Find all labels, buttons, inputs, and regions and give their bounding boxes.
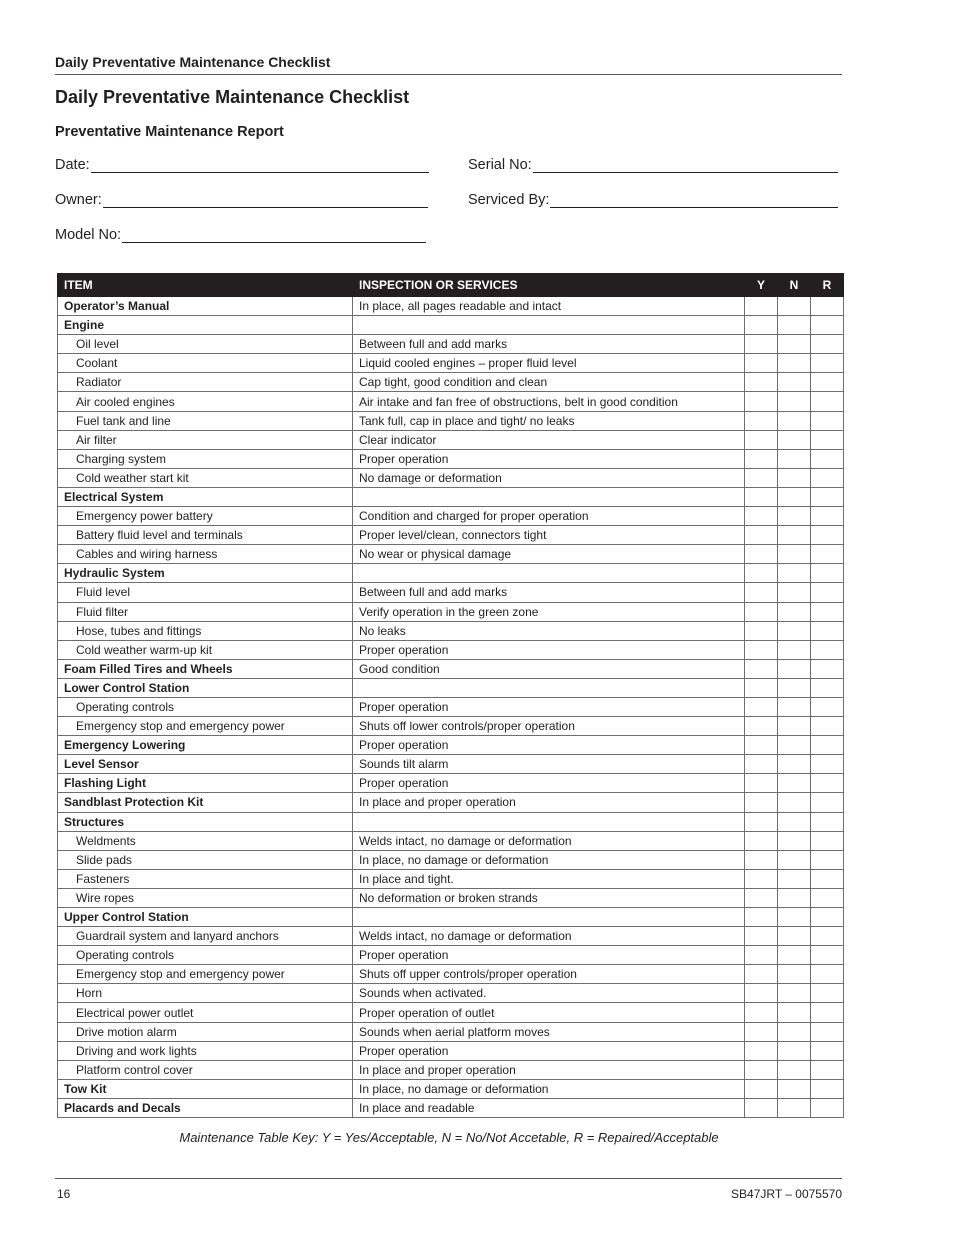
y-check-cell[interactable] xyxy=(745,507,778,526)
y-check-cell[interactable] xyxy=(745,602,778,621)
item-cell: Structures xyxy=(58,812,353,831)
y-check-cell[interactable] xyxy=(745,373,778,392)
table-row xyxy=(58,583,844,602)
item-cell: Fuel tank and line xyxy=(58,411,353,430)
inspection-cell: Sounds when activated. xyxy=(353,984,745,1003)
item-cell: Operating controls xyxy=(58,946,353,965)
item-cell: Flashing Light xyxy=(58,774,353,793)
table-row xyxy=(58,793,844,812)
inspection-cell: Between full and add marks xyxy=(353,583,745,602)
table-row xyxy=(58,659,844,678)
serviced-by-line[interactable] xyxy=(550,193,838,208)
n-check-cell[interactable] xyxy=(778,793,811,812)
table-row xyxy=(58,1003,844,1022)
table-row xyxy=(58,717,844,736)
r-check-cell[interactable] xyxy=(811,583,844,602)
date-line[interactable] xyxy=(91,158,429,173)
inspection-cell: Liquid cooled engines – proper fluid level xyxy=(353,354,745,373)
r-check-cell[interactable] xyxy=(811,1098,844,1117)
table-row xyxy=(58,526,844,545)
y-check-cell[interactable] xyxy=(745,526,778,545)
r-check-cell[interactable] xyxy=(811,487,844,506)
table-row xyxy=(58,411,844,430)
r-check-cell[interactable] xyxy=(811,984,844,1003)
item-cell: Platform control cover xyxy=(58,1060,353,1079)
inspection-cell: Shuts off upper controls/proper operation xyxy=(353,965,745,984)
table-row xyxy=(58,297,844,316)
footer-divider xyxy=(55,1178,842,1179)
y-check-cell[interactable] xyxy=(745,1098,778,1117)
y-check-cell[interactable] xyxy=(745,1041,778,1060)
n-check-cell[interactable] xyxy=(778,869,811,888)
n-check-cell[interactable] xyxy=(778,392,811,411)
item-cell: Engine xyxy=(58,316,353,335)
item-cell: Electrical power outlet xyxy=(58,1003,353,1022)
r-check-cell[interactable] xyxy=(811,697,844,716)
y-check-cell[interactable] xyxy=(745,621,778,640)
y-check-cell[interactable] xyxy=(745,354,778,373)
table-row xyxy=(58,1060,844,1079)
r-check-cell[interactable] xyxy=(811,831,844,850)
inspection-cell: Condition and charged for proper operation xyxy=(353,507,745,526)
table-row xyxy=(58,927,844,946)
date-field[interactable] xyxy=(55,157,429,173)
item-cell: Air cooled engines xyxy=(58,392,353,411)
n-check-cell[interactable] xyxy=(778,659,811,678)
n-check-cell[interactable] xyxy=(778,373,811,392)
n-check-cell[interactable] xyxy=(778,621,811,640)
r-check-cell[interactable] xyxy=(811,1022,844,1041)
item-cell: Air filter xyxy=(58,430,353,449)
r-check-cell[interactable] xyxy=(811,392,844,411)
r-check-cell[interactable] xyxy=(811,1041,844,1060)
r-check-cell[interactable] xyxy=(811,1079,844,1098)
r-check-cell[interactable] xyxy=(811,507,844,526)
y-check-cell[interactable] xyxy=(745,697,778,716)
inspection-cell: In place, no damage or deformation xyxy=(353,850,745,869)
y-check-cell[interactable] xyxy=(745,411,778,430)
header-divider xyxy=(55,74,842,75)
y-check-cell[interactable] xyxy=(745,984,778,1003)
y-check-cell[interactable] xyxy=(745,946,778,965)
r-check-cell[interactable] xyxy=(811,602,844,621)
n-check-cell[interactable] xyxy=(778,1003,811,1022)
r-check-cell[interactable] xyxy=(811,774,844,793)
table-row xyxy=(58,316,844,335)
table-body xyxy=(58,297,844,1118)
y-check-cell[interactable] xyxy=(745,1022,778,1041)
n-check-cell[interactable] xyxy=(778,640,811,659)
y-check-cell[interactable] xyxy=(745,1079,778,1098)
item-cell: Foam Filled Tires and Wheels xyxy=(58,659,353,678)
r-check-cell[interactable] xyxy=(811,812,844,831)
n-check-cell[interactable] xyxy=(778,526,811,545)
header-n: N xyxy=(778,274,811,297)
n-check-cell[interactable] xyxy=(778,583,811,602)
inspection-cell: Air intake and fan free of obstructions, belt in good condition xyxy=(353,392,745,411)
table-row xyxy=(58,831,844,850)
table-row xyxy=(58,430,844,449)
r-check-cell[interactable] xyxy=(811,736,844,755)
item-cell: Emergency stop and emergency power xyxy=(58,965,353,984)
inspection-cell: In place and proper operation xyxy=(353,1060,745,1079)
item-cell: Fluid level xyxy=(58,583,353,602)
table-row xyxy=(58,1022,844,1041)
y-check-cell[interactable] xyxy=(745,831,778,850)
inspection-cell: In place and readable xyxy=(353,1098,745,1117)
table-row xyxy=(58,946,844,965)
n-check-cell[interactable] xyxy=(778,354,811,373)
r-check-cell[interactable] xyxy=(811,621,844,640)
r-check-cell[interactable] xyxy=(811,1060,844,1079)
y-check-cell[interactable] xyxy=(745,1060,778,1079)
inspection-cell: No wear or physical damage xyxy=(353,545,745,564)
n-check-cell[interactable] xyxy=(778,831,811,850)
inspection-cell: Proper level/clean, connectors tight xyxy=(353,526,745,545)
table-row xyxy=(58,812,844,831)
y-check-cell[interactable] xyxy=(745,449,778,468)
report-title: Preventative Maintenance Report xyxy=(55,124,284,140)
n-check-cell[interactable] xyxy=(778,755,811,774)
maintenance-checklist-table xyxy=(57,273,844,1118)
y-check-cell[interactable] xyxy=(745,850,778,869)
item-cell: Hydraulic System xyxy=(58,564,353,583)
table-row xyxy=(58,468,844,487)
y-check-cell[interactable] xyxy=(745,927,778,946)
table-row xyxy=(58,908,844,927)
n-check-cell[interactable] xyxy=(778,1060,811,1079)
inspection-cell xyxy=(353,564,745,583)
inspection-cell: Shuts off lower controls/proper operation xyxy=(353,717,745,736)
table-row xyxy=(58,736,844,755)
inspection-cell: Proper operation xyxy=(353,449,745,468)
n-check-cell[interactable] xyxy=(778,411,811,430)
r-check-cell[interactable] xyxy=(811,946,844,965)
n-check-cell[interactable] xyxy=(778,908,811,927)
table-row xyxy=(58,602,844,621)
date-label: Date: xyxy=(55,157,90,173)
item-cell: Weldments xyxy=(58,831,353,850)
r-check-cell[interactable] xyxy=(811,640,844,659)
y-check-cell[interactable] xyxy=(745,1003,778,1022)
table-row xyxy=(58,678,844,697)
table-row xyxy=(58,850,844,869)
r-check-cell[interactable] xyxy=(811,297,844,316)
item-cell: Cables and wiring harness xyxy=(58,545,353,564)
inspection-cell: Proper operation xyxy=(353,736,745,755)
item-cell: Operator’s Manual xyxy=(58,297,353,316)
n-check-cell[interactable] xyxy=(778,564,811,583)
inspection-cell: Good condition xyxy=(353,659,745,678)
item-cell: Fasteners xyxy=(58,869,353,888)
y-check-cell[interactable] xyxy=(745,908,778,927)
table-row xyxy=(58,545,844,564)
r-check-cell[interactable] xyxy=(811,335,844,354)
r-check-cell[interactable] xyxy=(811,411,844,430)
r-check-cell[interactable] xyxy=(811,755,844,774)
n-check-cell[interactable] xyxy=(778,927,811,946)
n-check-cell[interactable] xyxy=(778,335,811,354)
y-check-cell[interactable] xyxy=(745,487,778,506)
document-code: SB47JRT – 0075570 xyxy=(731,1187,842,1201)
table-row xyxy=(58,449,844,468)
table-row xyxy=(58,774,844,793)
r-check-cell[interactable] xyxy=(811,468,844,487)
r-check-cell[interactable] xyxy=(811,965,844,984)
table-row xyxy=(58,984,844,1003)
item-cell: Level Sensor xyxy=(58,755,353,774)
header-item: ITEM xyxy=(58,274,353,297)
n-check-cell[interactable] xyxy=(778,736,811,755)
item-cell: Electrical System xyxy=(58,487,353,506)
inspection-cell: Sounds when aerial platform moves xyxy=(353,1022,745,1041)
r-check-cell[interactable] xyxy=(811,793,844,812)
y-check-cell[interactable] xyxy=(745,755,778,774)
table-row xyxy=(58,965,844,984)
owner-label: Owner: xyxy=(55,192,102,208)
r-check-cell[interactable] xyxy=(811,908,844,927)
item-cell: Cold weather warm-up kit xyxy=(58,640,353,659)
model-line[interactable] xyxy=(122,228,426,243)
item-cell: Drive motion alarm xyxy=(58,1022,353,1041)
serial-line[interactable] xyxy=(533,158,838,173)
y-check-cell[interactable] xyxy=(745,717,778,736)
y-check-cell[interactable] xyxy=(745,316,778,335)
n-check-cell[interactable] xyxy=(778,812,811,831)
item-cell: Emergency power battery xyxy=(58,507,353,526)
y-check-cell[interactable] xyxy=(745,392,778,411)
inspection-cell: In place, all pages readable and intact xyxy=(353,297,745,316)
r-check-cell[interactable] xyxy=(811,526,844,545)
r-check-cell[interactable] xyxy=(811,927,844,946)
inspection-cell: Cap tight, good condition and clean xyxy=(353,373,745,392)
item-cell: Charging system xyxy=(58,449,353,468)
n-check-cell[interactable] xyxy=(778,297,811,316)
y-check-cell[interactable] xyxy=(745,583,778,602)
n-check-cell[interactable] xyxy=(778,774,811,793)
item-cell: Emergency Lowering xyxy=(58,736,353,755)
inspection-cell: Proper operation xyxy=(353,946,745,965)
inspection-cell: In place and proper operation xyxy=(353,793,745,812)
y-check-cell[interactable] xyxy=(745,678,778,697)
owner-line[interactable] xyxy=(103,193,428,208)
header-y: Y xyxy=(745,274,778,297)
y-check-cell[interactable] xyxy=(745,812,778,831)
n-check-cell[interactable] xyxy=(778,1022,811,1041)
inspection-cell xyxy=(353,812,745,831)
n-check-cell[interactable] xyxy=(778,965,811,984)
r-check-cell[interactable] xyxy=(811,354,844,373)
n-check-cell[interactable] xyxy=(778,888,811,907)
n-check-cell[interactable] xyxy=(778,850,811,869)
n-check-cell[interactable] xyxy=(778,1098,811,1117)
y-check-cell[interactable] xyxy=(745,793,778,812)
r-check-cell[interactable] xyxy=(811,717,844,736)
inspection-cell: Verify operation in the green zone xyxy=(353,602,745,621)
n-check-cell[interactable] xyxy=(778,430,811,449)
inspection-cell: Welds intact, no damage or deformation xyxy=(353,927,745,946)
item-cell: Radiator xyxy=(58,373,353,392)
n-check-cell[interactable] xyxy=(778,545,811,564)
inspection-cell xyxy=(353,908,745,927)
n-check-cell[interactable] xyxy=(778,946,811,965)
table-key-note: Maintenance Table Key: Y = Yes/Acceptable, N = No/Not Accetable, R = Repaired/Acceptable xyxy=(179,1130,719,1145)
y-check-cell[interactable] xyxy=(745,545,778,564)
inspection-cell: Proper operation xyxy=(353,774,745,793)
table-row xyxy=(58,640,844,659)
serviced-by-field[interactable] xyxy=(468,192,838,208)
n-check-cell[interactable] xyxy=(778,697,811,716)
item-cell: Oil level xyxy=(58,335,353,354)
item-cell: Wire ropes xyxy=(58,888,353,907)
inspection-cell xyxy=(353,487,745,506)
header-inspection: INSPECTION OR SERVICES xyxy=(353,274,745,297)
n-check-cell[interactable] xyxy=(778,468,811,487)
table-row xyxy=(58,507,844,526)
r-check-cell[interactable] xyxy=(811,316,844,335)
table-row xyxy=(58,888,844,907)
n-check-cell[interactable] xyxy=(778,1041,811,1060)
y-check-cell[interactable] xyxy=(745,564,778,583)
table-row xyxy=(58,869,844,888)
serial-field[interactable] xyxy=(468,157,838,173)
inspection-cell: In place, no damage or deformation xyxy=(353,1079,745,1098)
inspection-cell: No leaks xyxy=(353,621,745,640)
y-check-cell[interactable] xyxy=(745,888,778,907)
n-check-cell[interactable] xyxy=(778,507,811,526)
y-check-cell[interactable] xyxy=(745,640,778,659)
item-cell: Battery fluid level and terminals xyxy=(58,526,353,545)
item-cell: Lower Control Station xyxy=(58,678,353,697)
item-cell: Operating controls xyxy=(58,697,353,716)
item-cell: Placards and Decals xyxy=(58,1098,353,1117)
inspection-cell: Proper operation xyxy=(353,640,745,659)
inspection-cell: Proper operation of outlet xyxy=(353,1003,745,1022)
item-cell: Cold weather start kit xyxy=(58,468,353,487)
table-row xyxy=(58,335,844,354)
inspection-cell xyxy=(353,316,745,335)
r-check-cell[interactable] xyxy=(811,659,844,678)
y-check-cell[interactable] xyxy=(745,965,778,984)
y-check-cell[interactable] xyxy=(745,659,778,678)
y-check-cell[interactable] xyxy=(745,335,778,354)
r-check-cell[interactable] xyxy=(811,564,844,583)
y-check-cell[interactable] xyxy=(745,468,778,487)
table-row xyxy=(58,392,844,411)
r-check-cell[interactable] xyxy=(811,373,844,392)
owner-field[interactable] xyxy=(55,192,428,208)
item-cell: Fluid filter xyxy=(58,602,353,621)
n-check-cell[interactable] xyxy=(778,678,811,697)
table-row xyxy=(58,697,844,716)
item-cell: Horn xyxy=(58,984,353,1003)
y-check-cell[interactable] xyxy=(745,736,778,755)
item-cell: Sandblast Protection Kit xyxy=(58,793,353,812)
model-label: Model No: xyxy=(55,227,122,243)
table-row xyxy=(58,621,844,640)
n-check-cell[interactable] xyxy=(778,449,811,468)
r-check-cell[interactable] xyxy=(811,449,844,468)
item-cell: Guardrail system and lanyard anchors xyxy=(58,927,353,946)
inspection-cell: Welds intact, no damage or deformation xyxy=(353,831,745,850)
inspection-cell xyxy=(353,678,745,697)
r-check-cell[interactable] xyxy=(811,545,844,564)
r-check-cell[interactable] xyxy=(811,888,844,907)
header-r: R xyxy=(811,274,844,297)
inspection-cell: Sounds tilt alarm xyxy=(353,755,745,774)
table-row xyxy=(58,1041,844,1060)
serviced-by-label: Serviced By: xyxy=(468,192,550,208)
n-check-cell[interactable] xyxy=(778,487,811,506)
inspection-cell: Proper operation xyxy=(353,697,745,716)
table-row xyxy=(58,487,844,506)
table-row xyxy=(58,354,844,373)
item-cell: Coolant xyxy=(58,354,353,373)
table-header-row xyxy=(58,274,844,297)
page-title: Daily Preventative Maintenance Checklist xyxy=(55,87,410,107)
y-check-cell[interactable] xyxy=(745,297,778,316)
y-check-cell[interactable] xyxy=(745,430,778,449)
r-check-cell[interactable] xyxy=(811,678,844,697)
running-header-title: Daily Preventative Maintenance Checklist xyxy=(55,54,331,70)
r-check-cell[interactable] xyxy=(811,850,844,869)
item-cell: Hose, tubes and fittings xyxy=(58,621,353,640)
item-cell: Upper Control Station xyxy=(58,908,353,927)
page-number: 16 xyxy=(57,1187,71,1201)
inspection-cell: No damage or deformation xyxy=(353,468,745,487)
inspection-cell: Proper operation xyxy=(353,1041,745,1060)
table-row xyxy=(58,564,844,583)
r-check-cell[interactable] xyxy=(811,869,844,888)
inspection-cell: No deformation or broken strands xyxy=(353,888,745,907)
n-check-cell[interactable] xyxy=(778,984,811,1003)
item-cell: Emergency stop and emergency power xyxy=(58,717,353,736)
item-cell: Slide pads xyxy=(58,850,353,869)
table-row xyxy=(58,1079,844,1098)
y-check-cell[interactable] xyxy=(745,774,778,793)
r-check-cell[interactable] xyxy=(811,430,844,449)
inspection-cell: Tank full, cap in place and tight/ no leaks xyxy=(353,411,745,430)
n-check-cell[interactable] xyxy=(778,1079,811,1098)
n-check-cell[interactable] xyxy=(778,316,811,335)
model-field[interactable] xyxy=(55,227,426,243)
table-row xyxy=(58,1098,844,1117)
table-row xyxy=(58,755,844,774)
r-check-cell[interactable] xyxy=(811,1003,844,1022)
item-cell: Tow Kit xyxy=(58,1079,353,1098)
table-row xyxy=(58,373,844,392)
n-check-cell[interactable] xyxy=(778,602,811,621)
inspection-cell: In place and tight. xyxy=(353,869,745,888)
n-check-cell[interactable] xyxy=(778,717,811,736)
inspection-cell: Between full and add marks xyxy=(353,335,745,354)
inspection-cell: Clear indicator xyxy=(353,430,745,449)
item-cell: Driving and work lights xyxy=(58,1041,353,1060)
y-check-cell[interactable] xyxy=(745,869,778,888)
serial-label: Serial No: xyxy=(468,157,532,173)
